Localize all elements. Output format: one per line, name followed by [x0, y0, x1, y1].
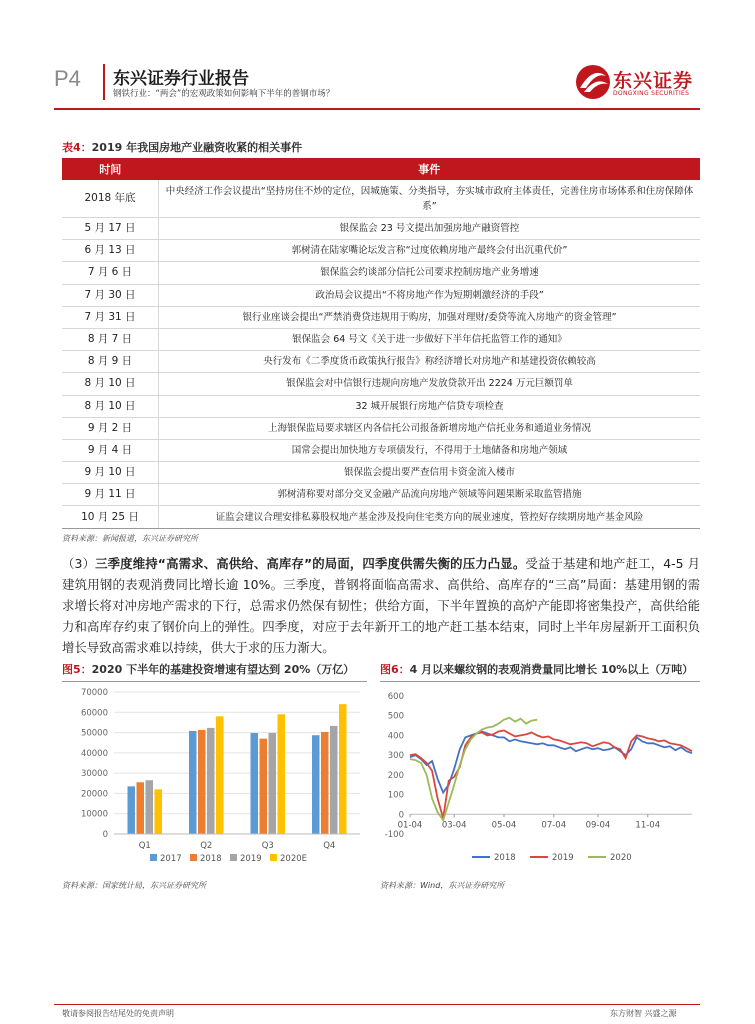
x-tick-label: 07-04	[541, 820, 567, 831]
y-tick-label: 70000	[80, 688, 108, 698]
event-date: 10 月 25 日	[62, 506, 159, 528]
event-date: 9 月 2 日	[62, 417, 159, 439]
events-table-body	[62, 180, 700, 528]
event-description: 银保监会约谈部分信托公司要求控制房地产业务增速	[159, 262, 701, 284]
legend-label: 2020E	[280, 854, 308, 864]
x-tick-label: 05-04	[491, 820, 517, 831]
event-date: 8 月 10 日	[62, 395, 159, 417]
bar-2018-Q3	[260, 739, 268, 834]
event-date: 8 月 7 日	[62, 328, 159, 350]
event-date: 7 月 6 日	[62, 262, 159, 284]
y-tick-label: 0	[398, 810, 404, 821]
event-description: 银保监会对中信银行违规向房地产发放贷款开出 2224 万元巨额罚单	[159, 373, 701, 395]
para-text: 受益于基建和地产赶工，4-5 月建筑用钢的表观消费同比增长逾 10%。三季度，普钢将面临高需求、高供给、高库存的“三高”局面：基建用钢的需求增长将对冲房地产需求的下行，总需求仍然保有韧性；供给方面，下半年置换的高炉产能即将密集投产，高供给能力和高库存约束了钢价向上的弹性。四季度，对应于去年新开工的地产赶工基本结束，同时上半年房屋新开工面积负增长导致高需求难以持续，供大于求的压力渐大。	[62, 556, 700, 655]
x-tick-label: 09-04	[585, 820, 611, 831]
logo-english: DONGXING SECURITIES	[613, 90, 690, 97]
table-row	[62, 240, 700, 262]
bar-2017-Q4	[312, 735, 320, 834]
figure5-rule	[62, 681, 367, 682]
x-tick-label: 01-04	[397, 820, 423, 831]
table-row	[62, 328, 700, 350]
event-date: 9 月 10 日	[62, 462, 159, 484]
legend-swatch-2020E	[270, 854, 277, 861]
footer-slogan: 东方财智 兴盛之源	[610, 1009, 677, 1018]
figure6-rule	[380, 681, 700, 682]
legend-label: 2019	[240, 854, 262, 864]
col-event: 事件	[159, 158, 701, 180]
table-caption-text: 2019 年我国房地产业融资收紧的相关事件	[91, 141, 303, 154]
figure5-source: 资料来源：国家统计局，东兴证券研究所	[62, 881, 206, 890]
table-row	[62, 306, 700, 328]
figure5-caption-text: 2020 下半年的基建投资增速有望达到 20%（万亿）	[91, 663, 355, 676]
event-date: 2018 年底	[62, 180, 159, 218]
events-table	[62, 158, 700, 529]
event-description: 政治局会议提出“不将房地产作为短期刺激经济的手段”	[159, 284, 701, 306]
event-description: 银保监会 23 号文提出加强房地产融资管控	[159, 218, 701, 240]
series-line-2020	[410, 718, 537, 821]
event-date: 8 月 9 日	[62, 351, 159, 373]
event-date: 8 月 10 日	[62, 373, 159, 395]
bar-2019-Q3	[269, 733, 277, 834]
event-description: 中央经济工作会议提出“坚持房住不炒的定位，因城施策、分类指导，夯实城市政府主体责任，完善住房市场体系和住房保障体系”	[159, 180, 701, 218]
legend-swatch-2018	[190, 854, 197, 861]
table-row	[62, 373, 700, 395]
figure6-caption-num: 图6：	[380, 663, 410, 676]
event-description: 证监会建议合理安排私募股权地产基金涉及投向住宅类方向的展业速度，管控好存续期房地产基金风险	[159, 506, 701, 528]
figure6-line-chart	[376, 684, 700, 869]
body-paragraph	[62, 553, 700, 658]
legend-swatch-2017	[150, 854, 157, 861]
figure6-caption-text: 4 月以来螺纹钢的表观消费量同比增长 10%以上（万吨）	[409, 663, 694, 676]
table-row	[62, 284, 700, 306]
figure5-caption-num: 图5：	[62, 663, 92, 676]
y-tick-label: 400	[387, 731, 404, 742]
event-description: 银保监会提出要严查信用卡资金流入楼市	[159, 462, 701, 484]
logo-name: 东兴证券	[613, 70, 694, 92]
x-tick-label: Q1	[138, 841, 151, 851]
legend-swatch-2019	[230, 854, 237, 861]
y-tick-label: -100	[384, 830, 404, 840]
bar-2020E-Q3	[278, 714, 286, 834]
y-tick-label: 10000	[80, 809, 108, 820]
event-description: 银保监会 64 号文《关于进一步做好下半年信托监管工作的通知》	[159, 328, 701, 350]
col-time: 时间	[62, 158, 159, 180]
header-divider	[103, 64, 105, 100]
para-bold: 三季度维持“高需求、高供给、高库存”的局面，四季度供需失衡的压力凸显。	[95, 556, 526, 571]
report-subtitle: 钢铁行业：“两会”的宏观政策如何影响下半年的普钢市场？	[113, 89, 335, 99]
bar-2020E-Q4	[339, 704, 347, 834]
dongxing-logo-icon	[574, 62, 612, 102]
header-rule	[54, 108, 700, 110]
y-tick-label: 50000	[80, 728, 108, 739]
legend-label: 2018	[494, 853, 516, 863]
event-date: 6 月 13 日	[62, 240, 159, 262]
bar-2019-Q1	[146, 780, 154, 834]
footer-disclaimer: 敬请参阅报告结尾处的免责声明	[62, 1009, 174, 1018]
table-row	[62, 351, 700, 373]
table-caption	[62, 139, 302, 155]
event-date: 5 月 17 日	[62, 218, 159, 240]
bar-2018-Q4	[321, 732, 329, 834]
x-tick-label: 11-04	[635, 820, 661, 831]
figure6-caption	[380, 661, 693, 677]
x-tick-label: Q2	[200, 841, 213, 851]
series-line-2018	[410, 732, 692, 793]
y-tick-label: 300	[387, 751, 404, 762]
x-tick-label: Q4	[323, 841, 336, 851]
event-description: 郭树清称要对部分交叉金融产品流向房地产领域等问题果断采取监管措施	[159, 484, 701, 506]
table-row	[62, 439, 700, 461]
y-tick-label: 60000	[80, 708, 108, 719]
y-tick-label: 600	[387, 692, 404, 702]
bar-2020E-Q2	[216, 716, 224, 834]
legend-label: 2019	[552, 853, 574, 863]
bar-2017-Q1	[128, 786, 136, 834]
legend-label: 2017	[160, 854, 182, 864]
bar-2018-Q2	[198, 730, 206, 834]
figure5-caption	[62, 661, 354, 677]
event-date: 7 月 31 日	[62, 306, 159, 328]
event-date: 9 月 11 日	[62, 484, 159, 506]
y-tick-label: 200	[387, 770, 404, 781]
footer-rule	[54, 1004, 700, 1005]
legend-label: 2018	[200, 854, 222, 864]
y-tick-label: 20000	[80, 789, 108, 800]
bar-2020E-Q1	[155, 789, 163, 834]
table-row	[62, 262, 700, 284]
event-date: 9 月 4 日	[62, 439, 159, 461]
bar-2019-Q4	[330, 726, 338, 834]
event-description: 银行业座谈会提出“严禁消费贷违规用于购房，加强对理财/委贷等流入房地产的资金管理”	[159, 306, 701, 328]
event-description: 国常会提出加快地方专项债发行，不得用于土地储备和房地产领域	[159, 439, 701, 461]
para-lead: （3）	[62, 556, 96, 571]
figure5-bar-chart	[62, 684, 367, 869]
x-tick-label: Q3	[261, 841, 274, 851]
y-tick-label: 0	[102, 830, 108, 840]
x-tick-label: 03-04	[441, 820, 467, 831]
bar-2019-Q2	[207, 728, 215, 834]
table-row	[62, 180, 700, 218]
table-row	[62, 462, 700, 484]
table-row	[62, 506, 700, 528]
table-row	[62, 484, 700, 506]
event-description: 郭树清在陆家嘴论坛发言称“过度依赖房地产最终会付出沉重代价”	[159, 240, 701, 262]
table-row	[62, 218, 700, 240]
table-row	[62, 395, 700, 417]
y-tick-label: 100	[387, 790, 404, 801]
event-date: 7 月 30 日	[62, 284, 159, 306]
y-tick-label: 500	[387, 711, 404, 722]
table-source: 资料来源：新闻报道，东兴证券研究所	[62, 534, 198, 543]
y-tick-label: 40000	[80, 748, 108, 759]
event-description: 上海银保监局要求辖区内各信托公司报备新增房地产信托业务和通道业务情况	[159, 417, 701, 439]
event-description: 32 城开展银行房地产信贷专项检查	[159, 395, 701, 417]
table-caption-num: 表4：	[62, 141, 92, 154]
page-number: P4	[54, 66, 81, 91]
table-row	[62, 417, 700, 439]
y-tick-label: 30000	[80, 769, 108, 780]
bar-2017-Q3	[251, 733, 259, 834]
bar-2018-Q1	[137, 782, 145, 834]
figure6-source: 资料来源：Wind，东兴证券研究所	[380, 881, 505, 890]
bar-2017-Q2	[189, 731, 197, 834]
legend-label: 2020	[610, 853, 632, 863]
report-title: 东兴证券行业报告	[113, 69, 249, 89]
event-description: 央行发布《二季度货币政策执行报告》称经济增长对房地产和基建投资依赖较高	[159, 351, 701, 373]
